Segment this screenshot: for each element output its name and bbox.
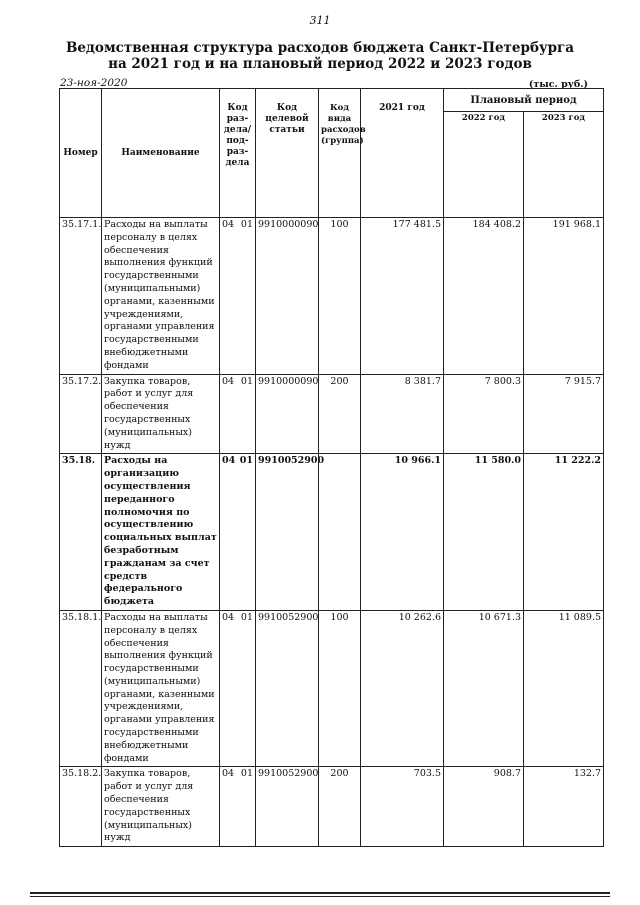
header-number: Номер [60, 89, 102, 218]
header-2021: 2021 год [361, 89, 444, 218]
row-amount-2023: 191 968.1 [524, 218, 604, 375]
table-row [60, 767, 604, 847]
row-section: 04 [222, 611, 235, 623]
row-section-code [220, 767, 256, 847]
row-amount-2022: 7 800.3 [444, 374, 524, 454]
row-section-code [220, 454, 256, 611]
row-expense-type: 100 [319, 610, 361, 767]
row-number: 35.17.1. [60, 218, 102, 375]
row-number: 35.18.1. [60, 610, 102, 767]
row-section-code [220, 610, 256, 767]
budget-table [59, 88, 604, 847]
row-subsection: 01 [240, 768, 253, 780]
footer-rule-thin [30, 896, 610, 897]
units-label: (тыс. руб.) [528, 79, 588, 90]
row-subsection: 01 [240, 611, 253, 623]
header-planned-period: Плановый период [444, 89, 604, 112]
row-target-code: 9910000090 [256, 218, 319, 375]
row-subsection: 01 [239, 455, 253, 467]
row-number: 35.18. [60, 454, 102, 611]
header-2022-spacer [444, 125, 524, 218]
row-amount-2022: 10 671.3 [444, 610, 524, 767]
row-name: Закупка товаров, работ и услуг для обеспечения государственных (муниципальных) нужд [102, 767, 220, 847]
row-amount-2021: 8 381.7 [361, 374, 444, 454]
row-section-code [220, 218, 256, 375]
row-amount-2023: 7 915.7 [524, 374, 604, 454]
footer-rule-thick [30, 892, 610, 894]
row-expense-type: 200 [319, 374, 361, 454]
row-amount-2021: 177 481.5 [361, 218, 444, 375]
header-2023: 2023 год [524, 112, 604, 126]
table-row [60, 610, 604, 767]
header-expense-type: Код вида расходов (группа) [319, 89, 361, 218]
row-subsection: 01 [240, 375, 253, 387]
table-row [60, 218, 604, 375]
row-name: Расходы на организацию осуществления переданного полномочия по осуществлению социальных выплат безработным гражданам за счет средств федерального бюджета [102, 454, 220, 611]
header-2022: 2022 год [444, 112, 524, 126]
title-line-1: Ведомственная структура расходов бюджета Санкт-Петербурга [65, 40, 575, 56]
row-expense-type [319, 454, 361, 611]
title-line-2: на 2021 год и на плановый период 2022 и 2023 годов [108, 56, 532, 72]
row-amount-2022: 11 580.0 [444, 454, 524, 611]
row-name: Расходы на выплаты персоналу в целях обеспечения выполнения функций государственными (муниципальными) органами, казенными учреждениями, органами управления государственными внебюджетными фондами [102, 218, 220, 375]
header-2023-spacer [524, 125, 604, 218]
row-section-code [220, 374, 256, 454]
header-section: Код раз-дела/ под-раз-дела [220, 89, 256, 218]
row-amount-2023: 11 089.5 [524, 610, 604, 767]
table-body [60, 218, 604, 847]
page-number: 311 [309, 14, 331, 27]
header-name: Наименование [102, 89, 220, 218]
row-section: 04 [222, 219, 235, 230]
row-amount-2021: 10 262.6 [361, 610, 444, 767]
table-row [60, 374, 604, 454]
row-amount-2023: 132.7 [524, 767, 604, 847]
row-amount-2022: 908.7 [444, 767, 524, 847]
row-section: 04 [222, 768, 235, 780]
row-target-code: 9910000090 [256, 374, 319, 454]
row-amount-2021: 703.5 [361, 767, 444, 847]
row-number: 35.18.2. [60, 767, 102, 847]
row-name: Расходы на выплаты персоналу в целях обеспечения выполнения функций государственными (муниципальными) органами, казенными учреждениями, органами управления государственными внебюджетными фондами [102, 610, 220, 767]
row-number: 35.17.2. [60, 374, 102, 454]
row-expense-type: 200 [319, 767, 361, 847]
row-amount-2023: 11 222.2 [524, 454, 604, 611]
row-section: 04 [222, 375, 235, 387]
row-expense-type: 100 [319, 218, 361, 375]
row-target-code: 9910052900 [256, 454, 319, 611]
row-section: 04 [222, 455, 236, 467]
document-date: 23-ноя-2020 [60, 77, 128, 89]
row-amount-2022: 184 408.2 [444, 218, 524, 375]
row-target-code: 9910052900 [256, 767, 319, 847]
row-name: Закупка товаров, работ и услуг для обеспечения государственных (муниципальных) нужд [102, 374, 220, 454]
table-row [60, 454, 604, 611]
header-target: Код целевой статьи [256, 89, 319, 218]
document-title [0, 40, 640, 72]
row-amount-2021: 10 966.1 [361, 454, 444, 611]
row-subsection: 01 [240, 219, 253, 230]
row-target-code: 9910052900 [256, 610, 319, 767]
